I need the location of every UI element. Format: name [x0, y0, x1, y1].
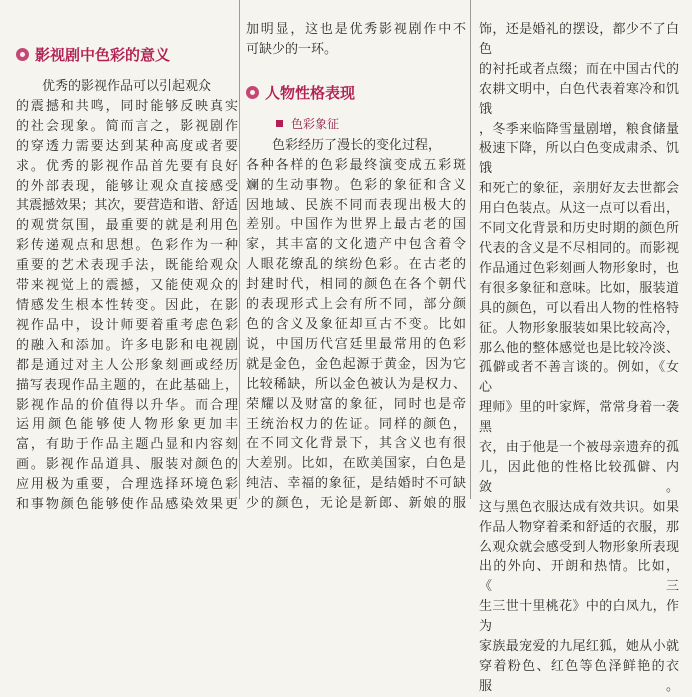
- text-line: 人眼花缭乱的缤纷色彩。在古老的: [246, 257, 466, 273]
- text-line: 彩传递观点和思想。色彩作为一种: [16, 238, 238, 254]
- text-line: 王统治权力的佐证。同样的颜色，: [246, 416, 466, 432]
- text-line: 孤僻或者不善言谈的。例如，《女心: [479, 360, 679, 396]
- text-line: 应用极为重要，合理选择环境色彩: [16, 477, 238, 493]
- text-line: 的融入和添加。许多电影和电视剧: [16, 337, 238, 353]
- text-line: 儿，因此他的性格比较孤僻、内敛。: [479, 459, 679, 495]
- text-line: 因地域、民族不同而表现出极大的: [246, 197, 466, 213]
- text-line: 作品通过色彩刻画人物形象时，也: [479, 260, 679, 276]
- text-line: 家，其丰富的文化遗产中包含着令: [246, 237, 466, 253]
- text-line: 的震撼和共鸣，同时能够反映真实: [16, 98, 238, 114]
- text-line: 色的含义及象征却亘古不变。比如: [246, 316, 466, 332]
- text-line: 情感发生根本性转变。因此，在影: [16, 297, 238, 313]
- text-line: 大差别。比如，在欧美国家，白色是: [246, 456, 466, 472]
- text-line: 其震撼效果；其次，要营造和谐、舒适: [16, 198, 238, 214]
- text-line: 可缺少的一环。: [246, 41, 338, 57]
- text-line: 画。影视作品道具、服装对颜色的: [16, 457, 238, 473]
- text-line: 衣，由于他是一个被母亲遗弃的孤: [479, 440, 679, 456]
- text-line: 那么他的整体感觉也是比较冷淡、: [479, 340, 679, 356]
- text-line: 出的外向、开朗和热情。比如，《三: [479, 559, 679, 595]
- text-line: 视作品中，设计师要着重考虑色彩: [16, 317, 238, 333]
- text-line: 加明显，这也是优秀影视剧作中不: [246, 22, 466, 37]
- square-bullet-icon: [276, 120, 283, 127]
- text-line: 求。优秀的影视作品首先要有良好: [16, 158, 238, 174]
- text-line: 比较稀缺，所以金色被认为是权力、: [246, 376, 466, 392]
- text-line: 斓的生动事物。色彩的象征和含义: [246, 177, 466, 193]
- text-line: 的社会现象。简而言之，影视剧作: [16, 118, 238, 134]
- section-heading-text: 人物性格表现: [265, 84, 356, 103]
- text-line: 这与黑色衣服达成有效共识。如果: [479, 499, 679, 515]
- text-line: 在不同文化背景下，其含义也有很: [246, 436, 466, 452]
- subheading: [246, 114, 466, 134]
- text-line: 的外部表现，能够让观众直接感受: [16, 178, 238, 194]
- section-heading-text: 影视剧中色彩的意义: [35, 45, 171, 64]
- text-line: 富，有助于作品主题凸显和内容刻: [16, 437, 238, 453]
- text-line: 用白色装点。从这一点可以看出，: [479, 201, 679, 217]
- text-line: 差别。中国作为世界上最古老的国: [246, 217, 466, 233]
- text-line: 都是通过对主人公形象刻画或经历: [16, 357, 238, 373]
- text-line: 征。人物形象服装如果比较高冷，: [479, 320, 679, 336]
- text-line: 的穿透力需要达到某种高度或者要: [16, 138, 238, 154]
- text-line: 代表的含义是不尽相同的。而影视: [479, 240, 679, 256]
- text-line: 作品人物穿着柔和舒适的衣服，那: [479, 519, 679, 535]
- text-line: 运用颜色能够使人物形象更加丰: [16, 417, 238, 433]
- text-line: 极速下降，所以白色变成肃杀、饥饿: [479, 141, 679, 177]
- text-line: 和死亡的象征，亲朋好友去世都会: [479, 181, 679, 197]
- text-line: 色彩经历了漫长的变化过程，: [272, 137, 442, 153]
- text-line: 穿着粉色、红色等色泽鲜艳的衣服。: [479, 659, 679, 694]
- text-line: 描写表现作品主题的，在此基础上，: [16, 377, 238, 393]
- text-line: 具的颜色，可以看出人物的性格特: [479, 300, 679, 316]
- text-line: 荣耀以及财富的象征，同时也是帝: [246, 396, 466, 412]
- text-line: 带来视觉上的震撼，又能使观众的: [16, 278, 238, 294]
- text-line: 影视作品的价值得以升华。而合理: [16, 397, 238, 413]
- paragraph: [479, 20, 679, 697]
- text-line: 各种各样的色彩最终演变成五彩斑: [246, 157, 466, 173]
- column-middle: [246, 0, 466, 512]
- text-line: 重要的艺术表现手法，既能给观众: [16, 258, 238, 274]
- column-left: [16, 0, 238, 513]
- column-right: [479, 0, 679, 694]
- text-line: 饰，还是婚礼的摆设，都少不了白色: [479, 22, 679, 57]
- text-line: 么观众就会感受到人物形象所表现: [479, 539, 679, 555]
- text-line: 的衬托或者点缀；而在中国古代的: [479, 61, 679, 77]
- column-divider: [239, 0, 240, 499]
- text-line: 农耕文明中，白色代表着寒冷和饥饿: [479, 81, 679, 117]
- text-line: 生三世十里桃花》中的白凤九，作为: [479, 599, 679, 635]
- text-line: 说，中国历代宫廷里最常用的色彩: [246, 336, 466, 352]
- section-heading: [246, 80, 466, 106]
- subheading-text: 色彩象征: [291, 117, 340, 132]
- heading-bullet-icon: [246, 86, 259, 99]
- heading-bullet-icon: [16, 48, 29, 61]
- text-line: 和事物颜色能够使作品感染效果更: [16, 497, 238, 513]
- text-line: 理师》里的叶家辉，常常身着一袭黑: [479, 400, 679, 436]
- text-line: 少的颜色，无论是新郎、新娘的服: [246, 496, 466, 512]
- text-line: 的表现形式上会有所不同，部分颜: [246, 297, 466, 313]
- section-heading: [16, 41, 238, 67]
- paragraph: [16, 77, 238, 515]
- text-line: 就是金色，金色起源于黄金，因为它: [246, 356, 466, 372]
- column-divider: [470, 0, 471, 499]
- text-line: 家族最宠爱的九尾红狐，她从小就: [479, 639, 679, 655]
- text-line: ，冬季来临降雪量剧增，粮食储量: [479, 121, 679, 137]
- text-line: 有很多象征和意味。比如，服装道: [479, 280, 679, 296]
- paragraph: [246, 136, 466, 514]
- text-line: 不同文化背景和历史时期的颜色所: [479, 221, 679, 237]
- text-line: 纯洁、幸福的象征，是结婚时不可缺: [246, 476, 466, 492]
- text-line: 的观赏氛围，最重要的就是利用色: [16, 218, 238, 234]
- text-line: 封建时代，相同的颜色在各个朝代: [246, 277, 466, 293]
- text-line: 优秀的影视作品可以引起观众: [42, 79, 212, 94]
